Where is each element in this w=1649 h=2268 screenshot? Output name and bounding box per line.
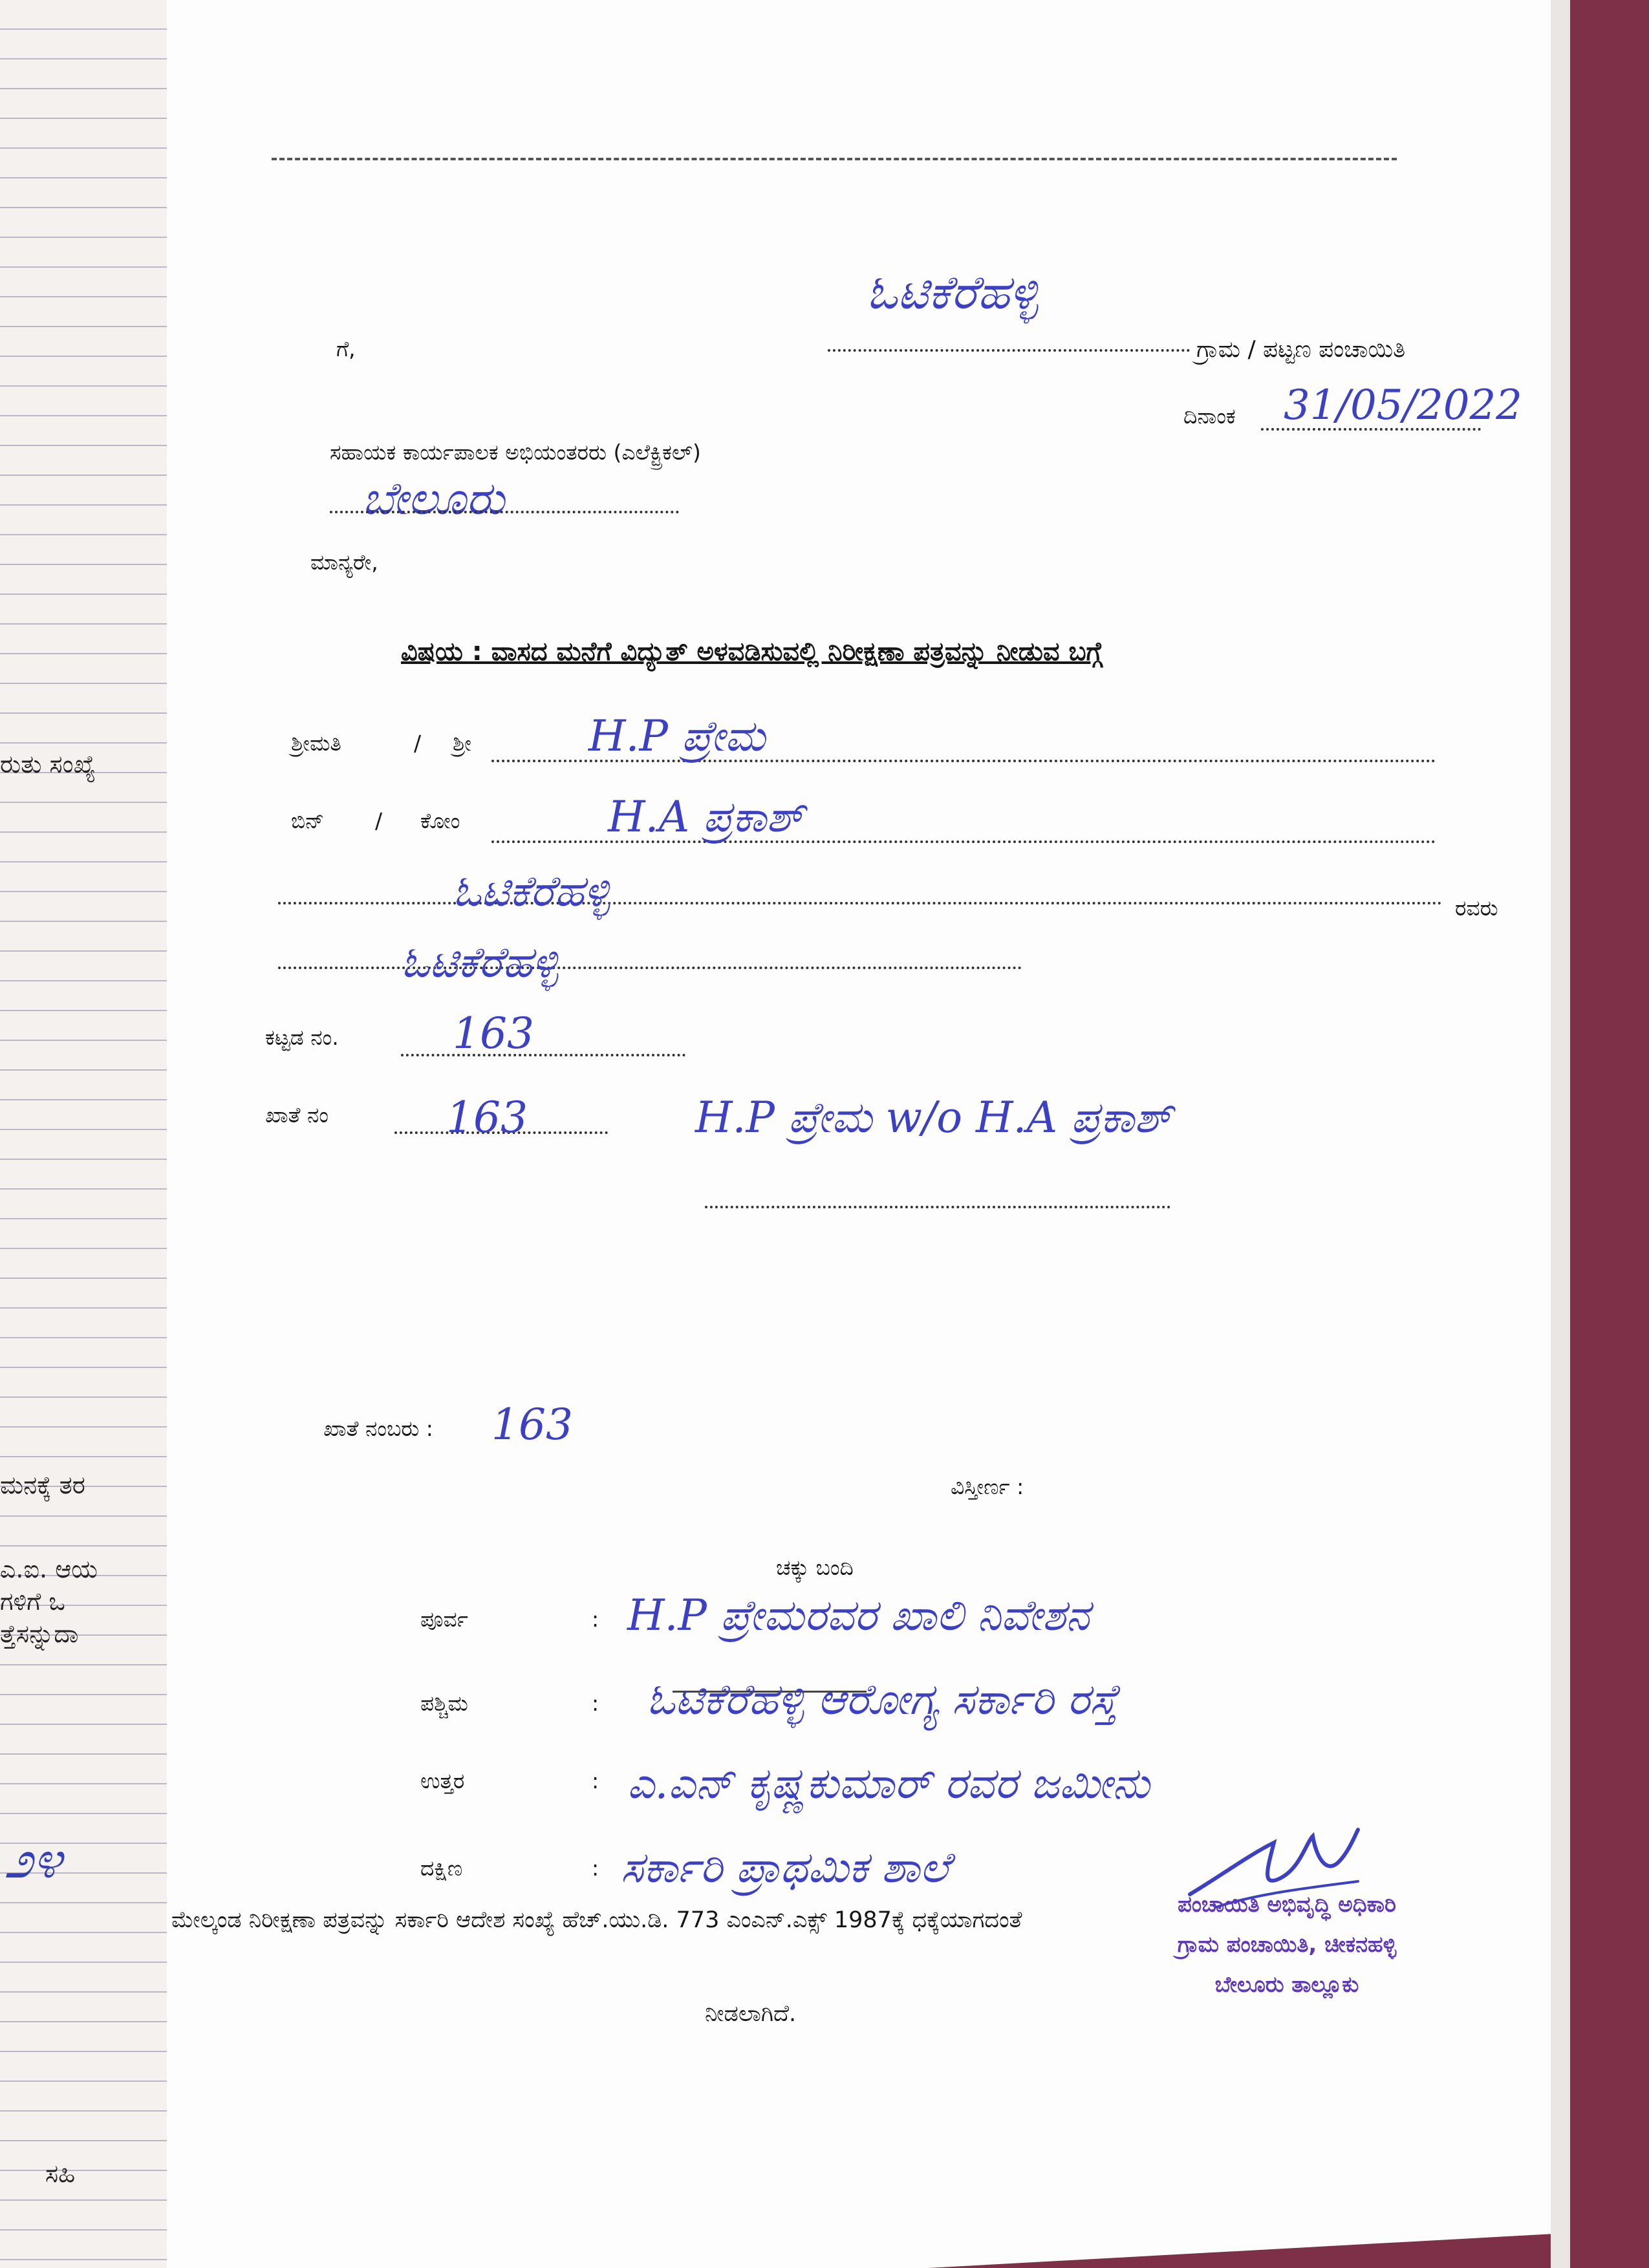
subject-line: ವಿಷಯ : ವಾಸದ ಮನೆಗೆ ವಿದ್ಯುತ್ ಅಳವಡಿಸುವಲ್ಲಿ ನಿರೀಕ್ಷಣಾ ಪತ್ರವನ್ನು ನೀಡುವ ಬಗ್ಗೆ [401,637,1103,667]
boundary-west-label: ಪಶ್ಚಿಮ [420,1691,468,1716]
colon: : [592,1768,599,1793]
panchayat-label: ಗ್ರಾಮ / ಪಟ್ಟಣ ಪಂಚಾಯಿತಿ [1196,336,1406,363]
under-handwriting: ೨೪ [4,1830,62,1890]
ravaru-label: ರವರು [1455,895,1498,921]
under-sheet [0,0,188,2268]
village-value: ಓಟಿಕೆರೆಹಳ್ಳಿ [453,866,610,916]
under-fragment: ಮನಕ್ಕೆ ತರ [0,1471,85,1499]
extent-label: ವಿಸ್ತೀರ್ಣ : [951,1474,1024,1499]
official-stamp [1093,1885,1481,2005]
date-dotted-line [1261,428,1481,431]
kattada-label: ಕಟ್ಟಡ ನಂ. [265,1025,339,1050]
top-rule [272,158,1397,160]
boundary-east-label: ಪೂರ್ವ [420,1607,468,1632]
kattada-dotted-line [401,1054,685,1056]
under-fragment: ಗಳಿಗೆ ಒ [0,1587,65,1616]
owner-dotted-line [705,1206,1170,1208]
boundary-north-label: ಉತ್ತರ [420,1768,465,1793]
village-value-2: ಓಟಿಕೆರೆಹಳ್ಳಿ [401,937,559,987]
khata-number: 163 [446,1093,528,1142]
colon: : [592,1856,599,1881]
village-dotted-line-2 [278,967,1022,969]
under-fragment: ಎ.ಐ. ಆಯ [0,1555,98,1583]
stamp-line: ಗ್ರಾಮ ಪಂಚಾಯಿತಿ, ಚೀಕನಹಳ್ಳಿ [1177,1932,1397,1958]
salutation: ಮಾನ್ಯರೇ, [310,550,378,575]
khata-label: ಖಾತೆ ನಂ [265,1102,329,1128]
khata-number-label: ಖಾತೆ ನಂಬರು : [323,1416,433,1441]
shrimati-label: ಶ್ರೀಮತಿ [291,731,341,756]
applicant-name: H.P ಪ್ರೇಮ [588,711,766,761]
under-fragment: ಸಹಿ [45,2159,76,2188]
village-dotted-line [828,349,1190,352]
boundary-south-label: ದಕ್ಷಿಣ [420,1856,463,1881]
bin-label: ಬಿನ್ [291,808,325,833]
sheet-edge [1551,0,1570,2268]
boundary-title: ಚಕ್ಕು ಬಂದಿ [776,1555,854,1580]
addressee-dotted-line [330,511,679,513]
stamp-line: ಪಂಚಾಯಿತಿ ಅಭಿವೃದ್ಧಿ ಅಧಿಕಾರಿ [1178,1892,1396,1918]
under-fragment: ರುತು ಸಂಖ್ಯೆ [0,750,96,778]
boundary-north-value: ಎ.ಎನ್ ಕೃಷ್ಣಕುಮಾರ್ ರವರ ಜಮೀನು [627,1759,1150,1808]
village-name-handwritten: ಓಟಿಕೆರೆಹಳ್ಳಿ [867,265,1039,319]
colon: : [592,1607,599,1632]
shri-label: ಶ್ರೀ [453,731,472,756]
slash: / [414,731,422,756]
boundary-east-value: H.P ಪ್ರೇಮರವರ ಖಾಲಿ ನಿವೇಶನ [627,1590,1090,1640]
stamp-line: ಬೇಲೂರು ತಾಲ್ಲೂಕು [1214,1972,1359,1998]
date-value: 31/05/2022 [1284,381,1522,429]
date-label: ದಿನಾಂಕ [1183,403,1236,429]
husband-name: H.A ಪ್ರಕಾಶ್ [608,792,804,842]
footer-line-2: ನೀಡಲಾಗಿದೆ. [705,2001,797,2027]
addressee-title: ಸಹಾಯಕ ಕಾರ್ಯಪಾಲಕ ಅಭಿಯಂತರರು (ಎಲೆಕ್ಟ್ರಿಕಲ್) [330,440,701,465]
boundary-west-value: ಓಟಿಕೆರೆಹಳ್ಳಿ ಆರೋಗ್ಯ ಸರ್ಕಾರಿ ರಸ್ತೆ [647,1674,1118,1724]
colon: : [592,1691,599,1716]
to-label: ಗೆ, [336,336,356,361]
owner-name: H.P ಪ್ರೇಮ w/o H.A ಪ್ರಕಾಶ್ [695,1093,1172,1142]
boundary-south-value: ಸರ್ಕಾರಿ ಪ್ರಾಥಮಿಕ ಶಾಲೆ [621,1843,949,1892]
khata-number-value: 163 [491,1400,573,1450]
addressee-place: ಬೇಲೂರು [362,472,505,525]
under-fragment: ತ್ತೆಸನ್ನುದಾ [0,1620,79,1648]
kattada-number: 163 [453,1009,534,1058]
kom-label: ಕೋಂ [420,808,460,833]
footer-line-1: ಮೇಲ್ಕಂಡ ನಿರೀಕ್ಷಣಾ ಪತ್ರವನ್ನು ಸರ್ಕಾರಿ ಆದೇಶ ಸಂಖ್ಯೆ ಹೆಚ್.ಯು.ಡಿ. 773 ಎಂಎನ್.ಎಕ್ಸ್ 1987ಕ್ಕೆ ಧಕ್ಕೆಯಾಗದಂತೆ [171,1907,1022,1933]
slash: / [375,808,383,833]
